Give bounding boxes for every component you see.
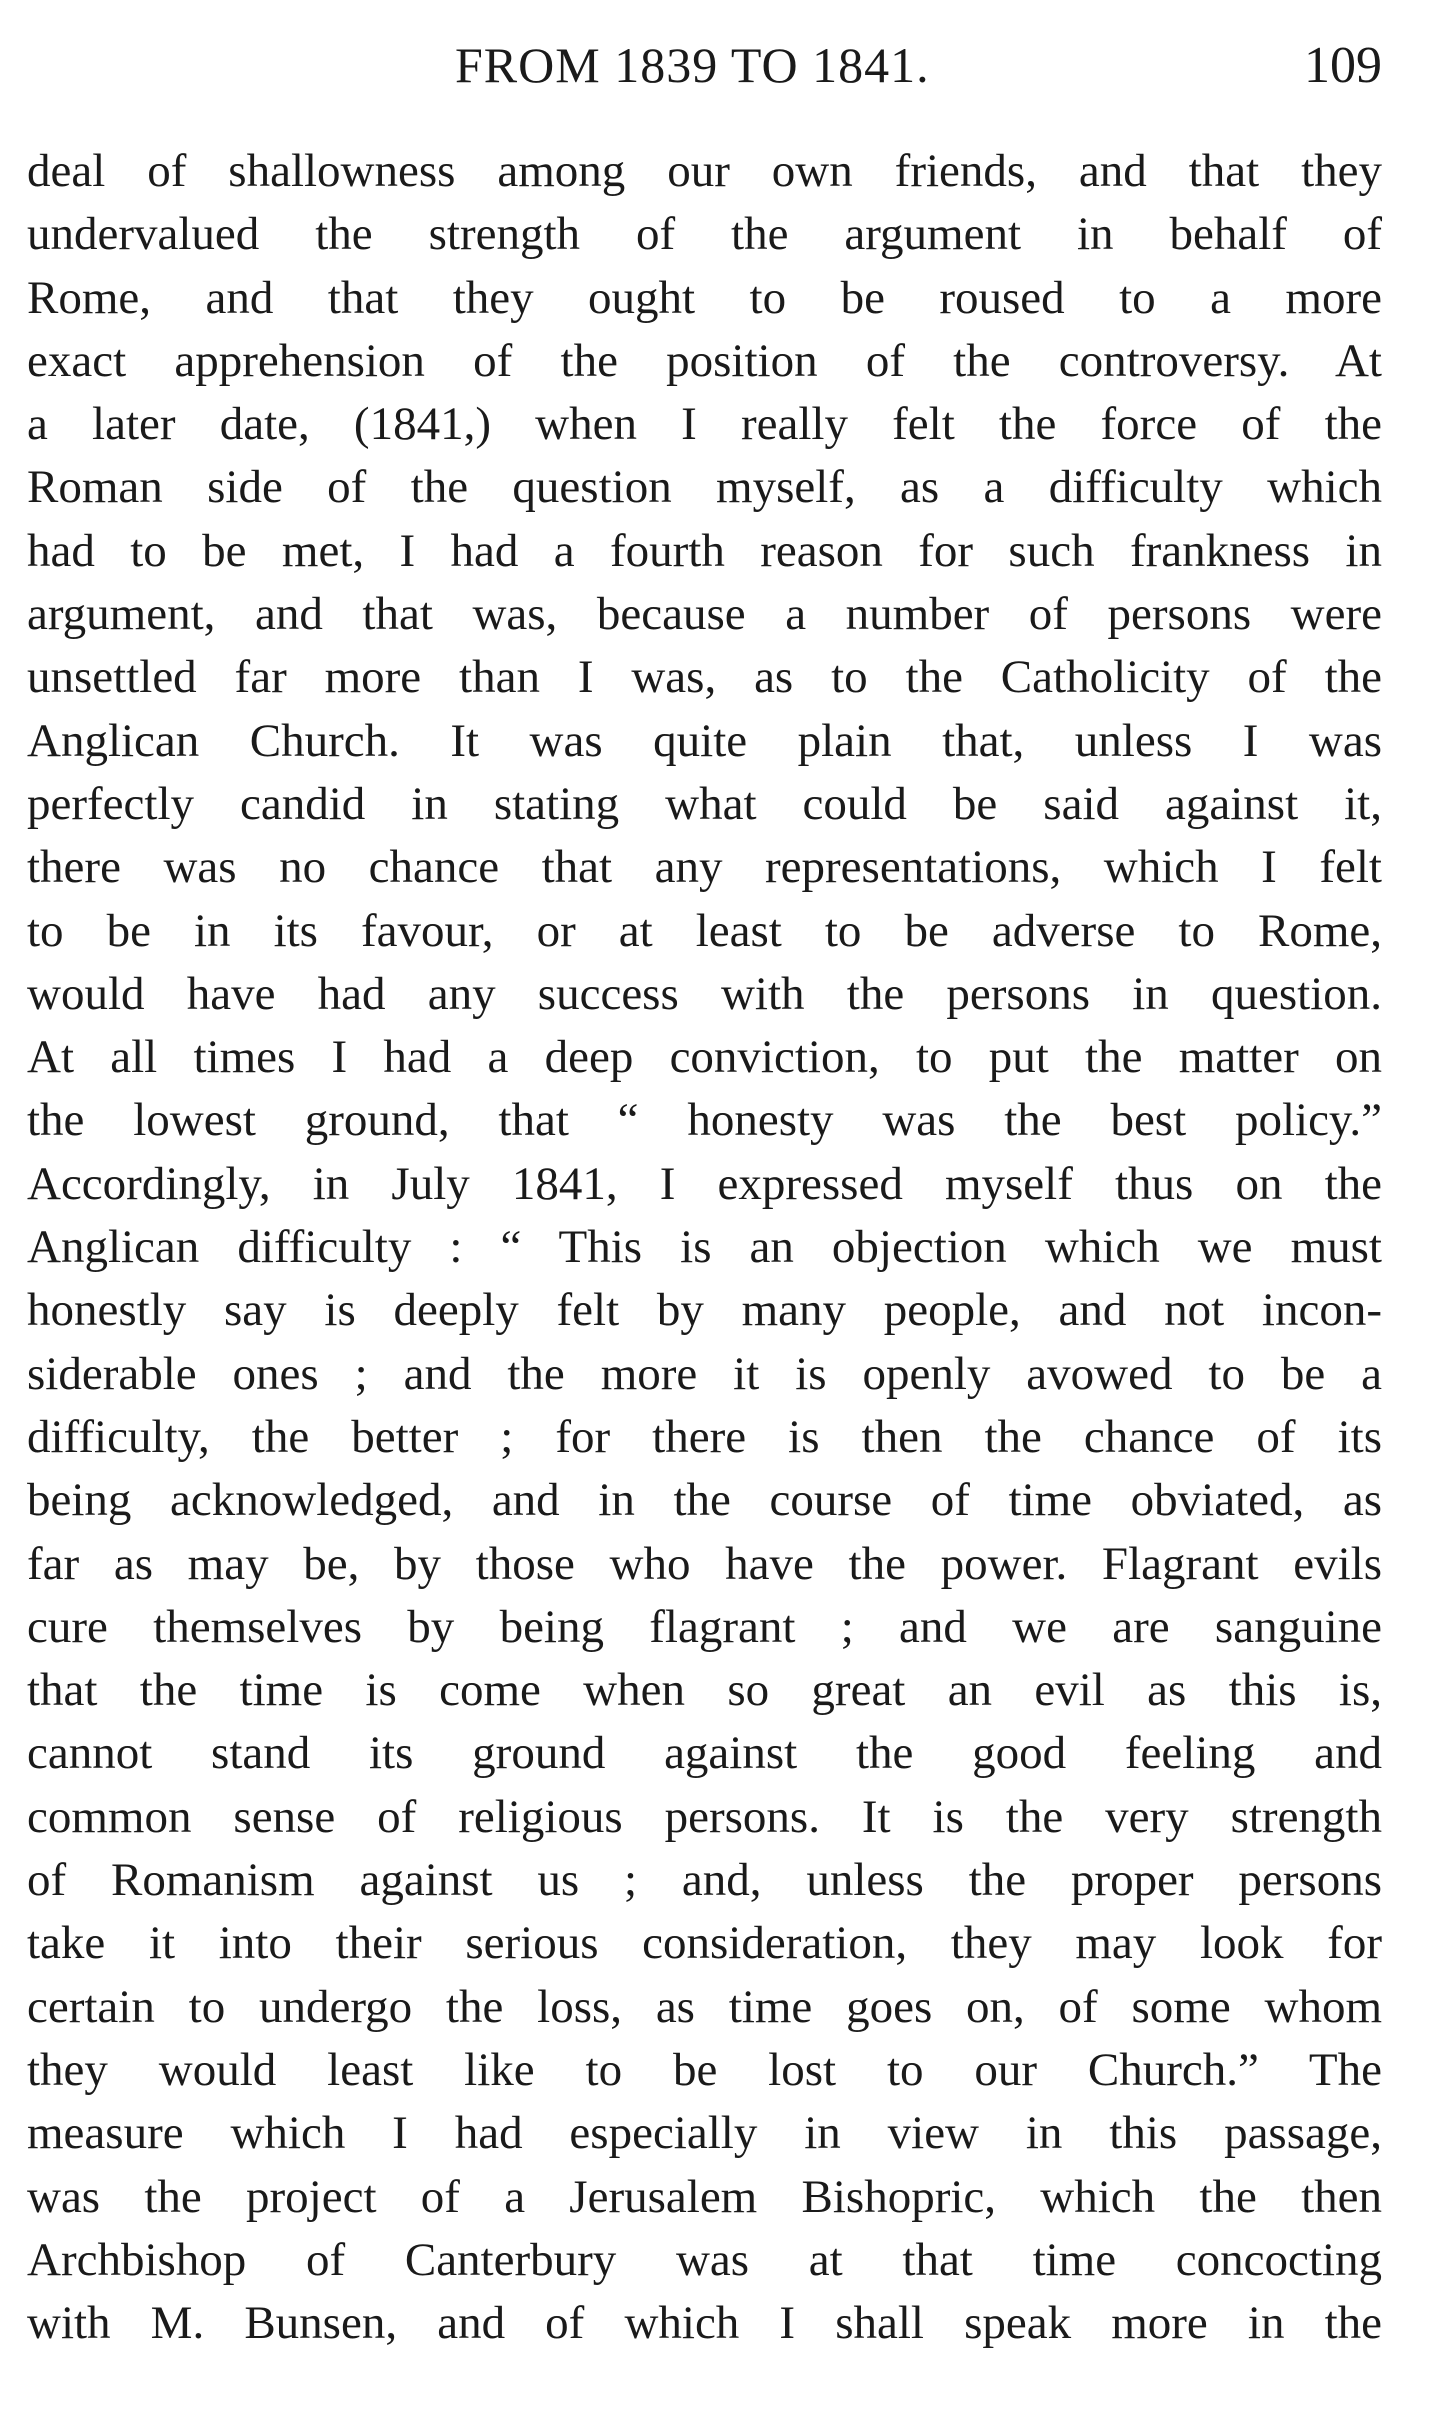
- text-line: undervalued the strength of the argument in behalf of: [27, 208, 1382, 261]
- text-line: there was no chance that any representations, which I felt: [27, 841, 1382, 894]
- text-line: would have had any success with the persons in question.: [27, 967, 1382, 1020]
- text-line: take it into their serious consideration, they may look for: [27, 1917, 1382, 1970]
- text-line: of Romanism against us ; and, unless the proper persons: [27, 1854, 1382, 1907]
- text-line: perfectly candid in stating what could be said against it,: [27, 777, 1382, 830]
- text-line: Roman side of the question myself, as a difficulty which: [27, 461, 1382, 514]
- text-line: to be in its favour, or at least to be adverse to Rome,: [27, 904, 1382, 957]
- text-line: difficulty, the better ; for there is then the chance of its: [27, 1410, 1382, 1463]
- text-line: being acknowledged, and in the course of time obviated, as: [27, 1474, 1382, 1527]
- text-line: cure themselves by being flagrant ; and we are sanguine: [27, 1600, 1382, 1653]
- text-line: argument, and that was, because a number of persons were: [27, 588, 1382, 641]
- page-number: 109: [1304, 37, 1382, 94]
- text-line: was the project of a Jerusalem Bishopric, which the then: [27, 2170, 1382, 2223]
- text-line: cannot stand its ground against the good feeling and: [27, 1727, 1382, 1780]
- text-line: Anglican Church. It was quite plain that, unless I was: [27, 714, 1382, 767]
- text-line: At all times I had a deep conviction, to put the matter on: [27, 1031, 1382, 1084]
- body-text: [27, 140, 1382, 2355]
- text-line: a later date, (1841,) when I really felt the force of the: [27, 398, 1382, 451]
- text-line: Accordingly, in July 1841, I expressed myself thus on the: [27, 1157, 1382, 1210]
- text-line: with M. Bunsen, and of which I shall speak more in the: [27, 2297, 1382, 2350]
- text-line: they would least like to be lost to our Church.” The: [27, 2043, 1382, 2096]
- text-line: the lowest ground, that “ honesty was the best policy.”: [27, 1094, 1382, 1147]
- text-line: far as may be, by those who have the power. Flagrant evils: [27, 1537, 1382, 1590]
- text-line: common sense of religious persons. It is the very strength: [27, 1790, 1382, 1843]
- text-line: Archbishop of Canterbury was at that time concocting: [27, 2233, 1382, 2286]
- text-line: honestly say is deeply felt by many people, and not incon-: [27, 1284, 1382, 1337]
- text-line: Rome, and that they ought to be roused to a more: [27, 271, 1382, 324]
- page-header: [0, 30, 1430, 110]
- text-line: certain to undergo the loss, as time goes on, of some whom: [27, 1980, 1382, 2033]
- text-line: Anglican difficulty : “ This is an objection which we must: [27, 1221, 1382, 1274]
- text-line: exact apprehension of the position of the controversy. At: [27, 334, 1382, 387]
- text-line: deal of shallowness among our own friends, and that they: [27, 145, 1382, 197]
- text-line: that the time is come when so great an evil as this is,: [27, 1664, 1382, 1717]
- text-line: had to be met, I had a fourth reason for such frankness in: [27, 524, 1382, 577]
- text-line: siderable ones ; and the more it is openly avowed to be a: [27, 1347, 1382, 1400]
- text-line: measure which I had especially in view in this passage,: [27, 2107, 1382, 2160]
- text-line: unsettled far more than I was, as to the Catholicity of the: [27, 651, 1382, 704]
- running-head: FROM 1839 TO 1841.: [455, 37, 930, 93]
